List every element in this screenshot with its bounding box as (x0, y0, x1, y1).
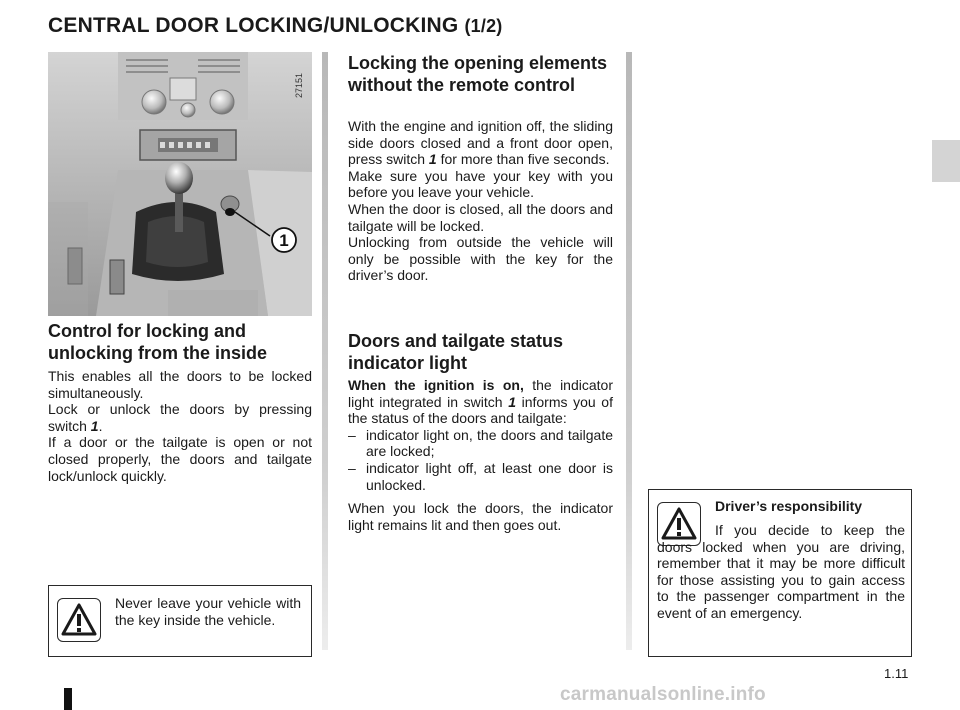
middle-status-text: the indicator light integrated in switch (348, 377, 613, 410)
watermark: carmanualsonline.info (560, 684, 766, 705)
bullet-item-1: – indicator light on, the doors and tailgate are locked; (348, 426, 613, 460)
middle-paragraph-1-end: for more than five seconds. (436, 151, 610, 168)
middle-body-1 (348, 118, 613, 284)
bullet-item-1-text: indicator light on, the doors and tailgate are locked; (366, 426, 613, 460)
photo-code: 27151 (294, 72, 304, 98)
chapter-tab (932, 140, 960, 182)
ignition-on-label: When the ignition is on, (348, 377, 524, 393)
left-paragraph-3: If a door or the tailgate is open or not closed properly, the doors and tailgate lock/unlock quickly. (48, 434, 312, 484)
dashboard-illustration (48, 52, 312, 316)
column-separator-left (322, 52, 328, 650)
middle-status-end: informs you of the status of the doors and tailgate: (348, 393, 613, 427)
middle-paragraph-1-text: With the engine and ignition off, the sliding side doors closed and a front door open, press switch (348, 118, 613, 168)
warning-driver-text: If you decide to keep the doors locked when you are driving, remember that it may be more difficult for those assisting you to gain access to the passenger compartment in the event of an emergency. (657, 522, 905, 621)
middle-body-2 (348, 377, 613, 533)
dashboard-photo (48, 52, 312, 316)
page-title (48, 14, 503, 38)
bullet-item-2: – indicator light off, at least one door is unlocked. (348, 459, 613, 493)
middle-heading-1: Locking the opening elements without the remote control (348, 53, 608, 95)
corner-mark (64, 688, 72, 710)
callout-number: 1 (279, 231, 289, 250)
warning-triangle-icon (57, 598, 101, 642)
bullet-item-2-text: indicator light off, at least one door is unlocked. (366, 459, 613, 493)
middle-paragraph-4: Unlocking from outside the vehicle will only be possible with the key for the driver’s door. (348, 234, 613, 284)
left-body (48, 368, 312, 484)
column-separator-right (626, 52, 632, 650)
warning-driver-title: Driver’s responsibility (715, 498, 863, 514)
middle-status-paragraph (348, 377, 613, 427)
warning-key-text: Never leave your vehicle with the key inside the vehicle. (115, 595, 301, 628)
left-paragraph-1: This enables all the doors to be locked simultaneously. (48, 368, 312, 401)
left-paragraph-2-text: Lock or unlock the doors by pressing switch (48, 401, 312, 434)
middle-paragraph-1 (348, 118, 613, 168)
middle-paragraph-2: Make sure you have your key with you before you leave your vehicle. (348, 167, 613, 201)
switch-reference: 1 (508, 393, 516, 410)
page-number: 1.11 (884, 666, 909, 681)
middle-paragraph-final: When you lock the doors, the indicator light remains lit and then goes out. (348, 500, 613, 533)
warning-box-driver (648, 489, 912, 657)
page-title-part: (1/2) (464, 16, 503, 36)
switch-reference: 1 (90, 417, 99, 434)
switch-reference: 1 (428, 151, 437, 168)
page-title-text: CENTRAL DOOR LOCKING/UNLOCKING (48, 14, 459, 37)
middle-paragraph-3: When the door is closed, all the doors and tailgate will be locked. (348, 200, 613, 234)
warning-box-key (48, 585, 312, 657)
middle-heading-2: Doors and tailgate status indicator light (348, 331, 564, 373)
left-heading: Control for locking and unlocking from the inside (48, 321, 268, 363)
left-paragraph-2 (48, 401, 312, 434)
left-paragraph-2-end: . (98, 417, 103, 434)
